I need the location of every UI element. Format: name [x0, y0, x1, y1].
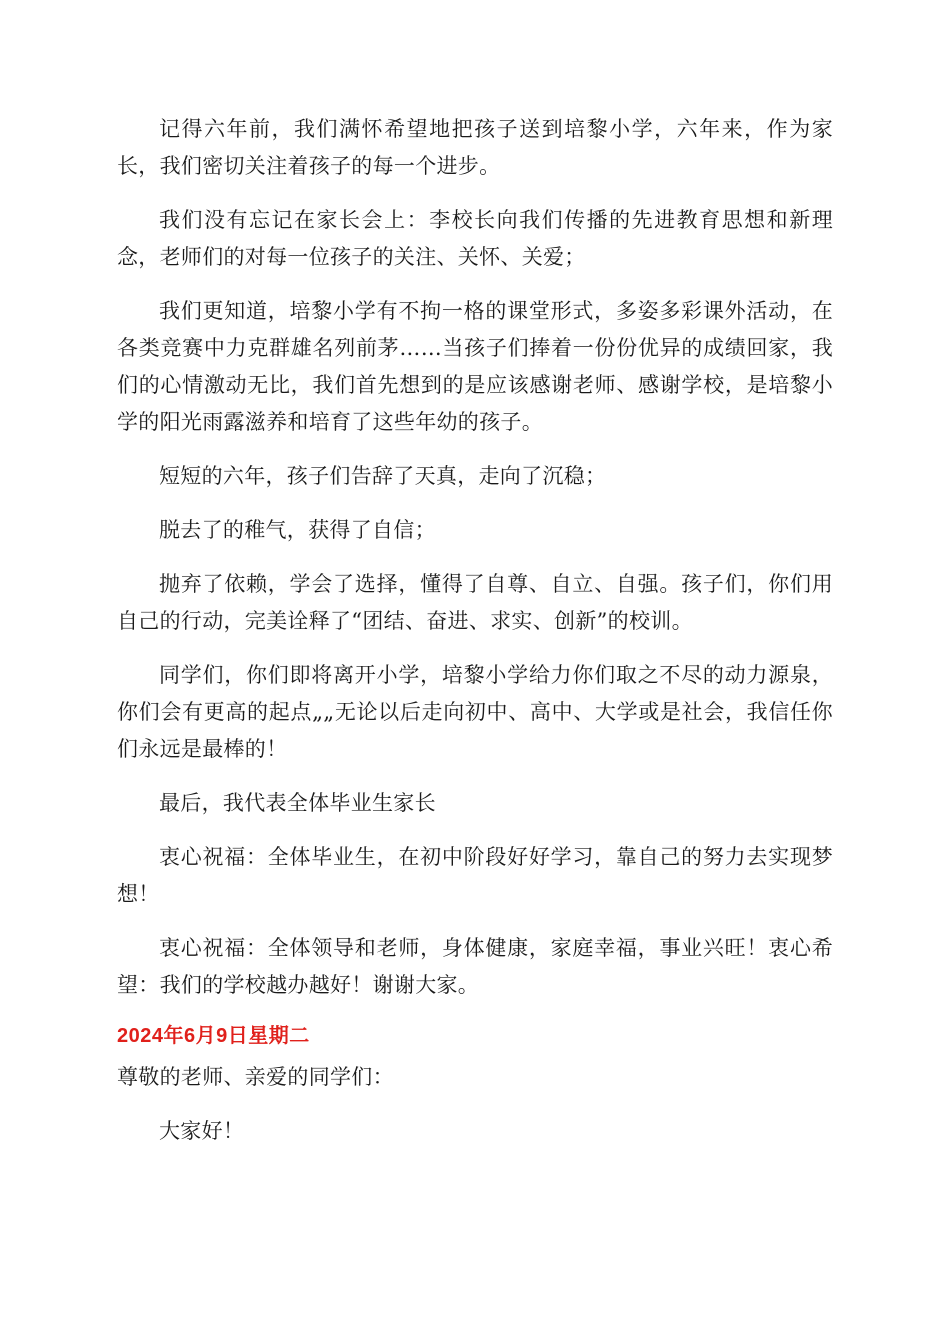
paragraph-5: 脱去了的稚气，获得了自信；: [159, 518, 436, 542]
paragraph-6: 抛弃了依赖，学会了选择，懂得了自尊、自立、自强。孩子们，你们用自己的行动，完美诠释了“团结、奋进、求实、创新”的校训。: [117, 572, 833, 633]
paragraph-9: 衷心祝福：全体毕业生，在初中阶段好好学习，靠自己的努力去实现梦想！: [117, 845, 833, 906]
date-heading: 2024年6月9日星期二: [117, 1025, 310, 1047]
paragraph-8: 最后，我代表全体毕业生家长: [159, 791, 436, 815]
paragraph-2: 我们没有忘记在家长会上：李校长向我们传播的先进教育思想和新理念，老师们的对每一位孩子的关注、关怀、关爱；: [117, 208, 833, 269]
paragraph-4: 短短的六年，孩子们告辞了天真，走向了沉稳；: [159, 464, 607, 488]
paragraph-3: 我们更知道，培黎小学有不拘一格的课堂形式，多姿多彩课外活动，在各类竞赛中力克群雄名列前茅……当孩子们捧着一份份优异的成绩回家，我们的心情激动无比，我们首先想到的是应该感谢老师、感谢学校，是培黎小学的阳光雨露滋养和培育了这些年幼的孩子。: [117, 299, 833, 434]
paragraph-7: 同学们，你们即将离开小学，培黎小学给力你们取之不尽的动力源泉，你们会有更高的起点„„无论以后走向初中、高中、大学或是社会，我信任你们永远是最棒的！: [117, 663, 833, 761]
document-body: [117, 111, 833, 1167]
paragraph-1: 记得六年前，我们满怀希望地把孩子送到培黎小学，六年来，作为家长，我们密切关注着孩子的每一个进步。: [117, 117, 833, 178]
salutation: 尊敬的老师、亲爱的同学们：: [117, 1065, 394, 1089]
paragraph-10: 衷心祝福：全体领导和老师，身体健康，家庭幸福，事业兴旺！衷心希望：我们的学校越办越好！谢谢大家。: [117, 936, 833, 997]
greeting: 大家好！: [159, 1119, 245, 1143]
